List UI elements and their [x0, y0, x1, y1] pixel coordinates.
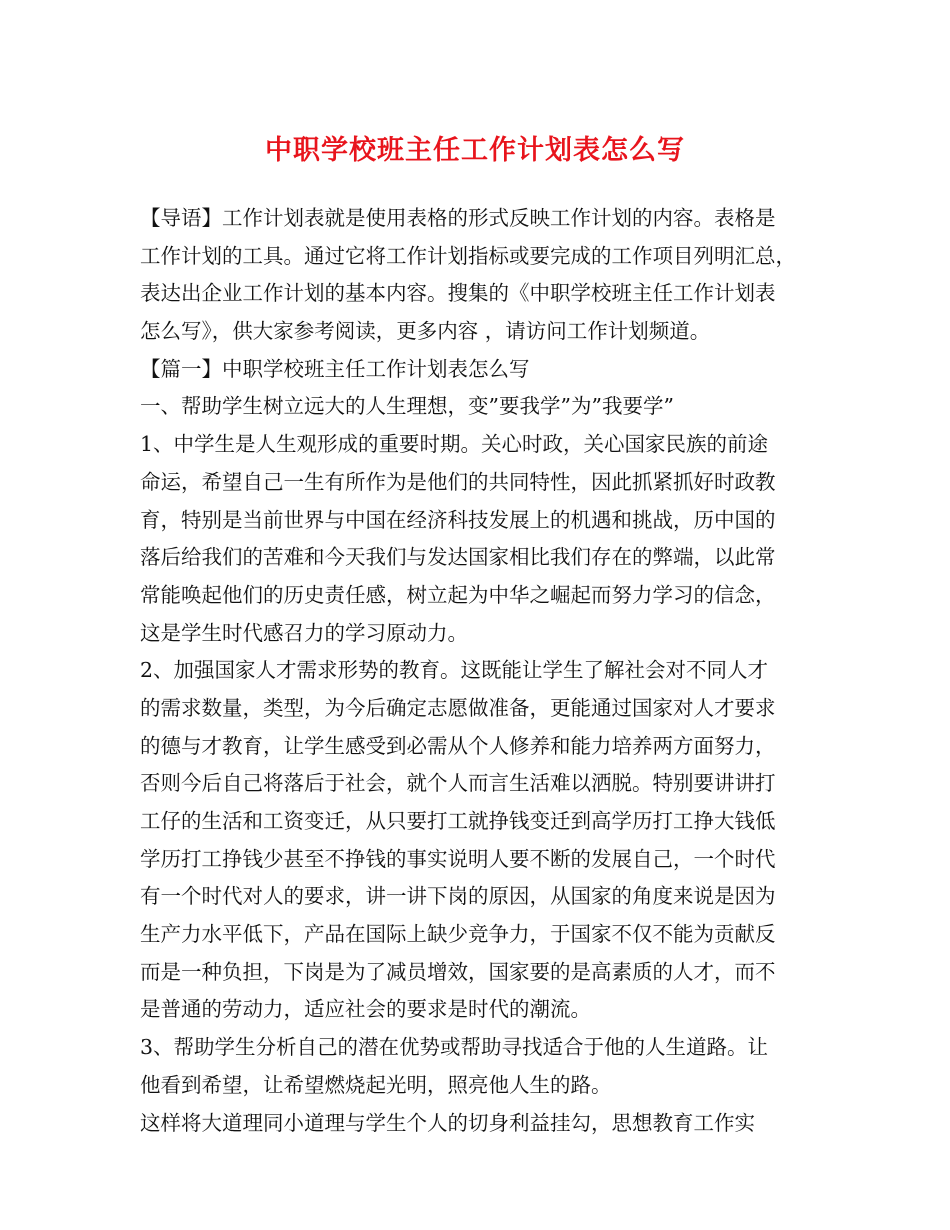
text-line: 是普通的劳动力，适应社会的要求是时代的潮流。 [140, 997, 591, 1022]
text-line: 1、中学生是人生观形成的重要时期。关心时政，关心国家民族的前途 [140, 432, 769, 457]
text-line: 育，特别是当前世界与中国在经济科技发展上的机遇和挑战，历中国的 [140, 507, 776, 532]
text-line: 2、加强国家人才需求形势的教育。这既能让学生了解社会对不同人才 [140, 658, 769, 683]
text-line: 他看到希望，让希望燃烧起光明，照亮他人生的路。 [140, 1072, 612, 1097]
text-line: 生产力水平低下，产品在国际上缺少竞争力，于国家不仅不能为贡献反 [140, 922, 776, 947]
text-line: 学历打工挣钱少甚至不挣钱的事实说明人要不断的发展自己，一个时代 [140, 846, 776, 871]
text-line: 否则今后自己将落后于社会，就个人而言生活难以洒脱。特别要讲讲打 [140, 771, 776, 796]
text-line: 有一个时代对人的要求，讲一讲下岗的原因，从国家的角度来说是因为 [140, 884, 776, 909]
text-line: 一、帮助学生树立远大的人生理想，变”要我学”为”我要学” [140, 394, 674, 419]
body-text [140, 200, 820, 1142]
text-line: 【篇一】中职学校班主任工作计划表怎么写 [140, 356, 530, 381]
text-line: 这是学生时代感召力的学习原动力。 [140, 620, 468, 645]
text-line: 落后给我们的苦难和今天我们与发达国家相比我们存在的弊端，以此常 [140, 545, 776, 570]
text-line: 表达出企业工作计划的基本内容。搜集的《中职学校班主任工作计划表 [140, 281, 776, 306]
text-line: 而是一种负担，下岗是为了减员增效，国家要的是高素质的人才，而不 [140, 959, 776, 984]
text-line: 常能唤起他们的历史责任感，树立起为中华之崛起而努力学习的信念， [140, 582, 776, 607]
text-line: 3、帮助学生分析自己的潜在优势或帮助寻找适合于他的人生道路。让 [140, 1035, 769, 1060]
text-line: 工仔的生活和工资变迁，从只要打工就挣钱变迁到高学历打工挣大钱低 [140, 809, 776, 833]
text-line: 命运，希望自己一生有所作为是他们的共同特性，因此抓紧抓好时政教 [140, 469, 776, 494]
text-line: 的德与才教育，让学生感受到必需从个人修养和能力培养两方面努力， [140, 733, 776, 758]
text-line: 怎么写》，供大家参考阅读，更多内容 ，请访问工作计划频道。 [140, 319, 711, 344]
text-line: 这样将大道理同小道理与学生个人的切身利益挂勾，思想教育工作实 [140, 1110, 755, 1135]
text-line: 的需求数量，类型，为今后确定志愿做准备，更能通过国家对人才要求 [140, 695, 776, 720]
text-line: 工作计划的工具。通过它将工作计划指标或要完成的工作项目列明汇总， [140, 243, 796, 268]
text-line: 【导语】工作计划表就是使用表格的形式反映工作计划的内容。表格是 [140, 206, 776, 230]
page-title: 中职学校班主任工作计划表怎么写 [265, 135, 685, 166]
